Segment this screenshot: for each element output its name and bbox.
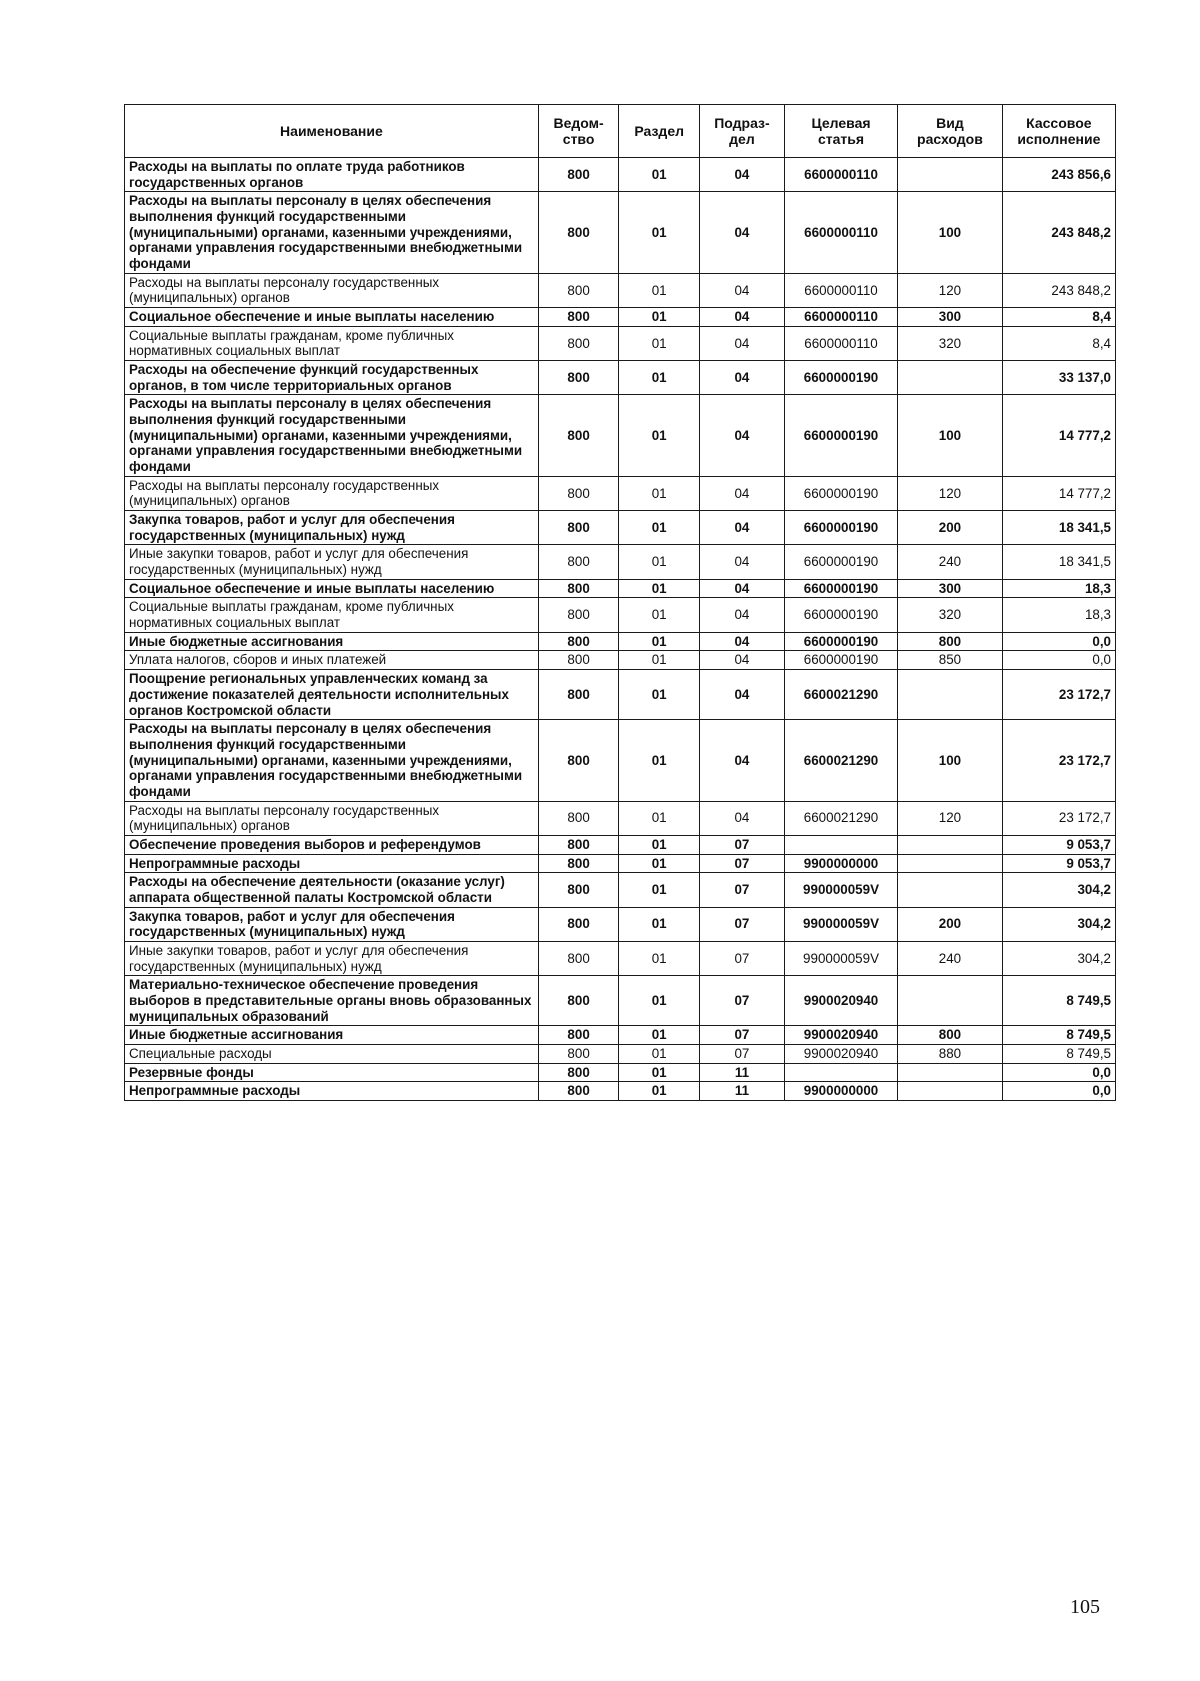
cell-target: 6600000190 — [784, 476, 897, 510]
cell-amount: 243 848,2 — [1002, 273, 1115, 307]
cell-kind: 850 — [898, 651, 1003, 670]
cell-kind — [898, 854, 1003, 873]
cell-kind: 300 — [898, 308, 1003, 327]
cell-dept: 800 — [538, 632, 619, 651]
table-row — [125, 835, 1116, 854]
cell-subsection: 04 — [699, 395, 784, 476]
page-number: 105 — [1070, 1596, 1100, 1618]
cell-dept: 800 — [538, 907, 619, 941]
table-row — [125, 545, 1116, 579]
cell-dept: 800 — [538, 326, 619, 360]
cell-target: 6600000190 — [784, 511, 897, 545]
cell-subsection: 04 — [699, 511, 784, 545]
cell-kind: 100 — [898, 720, 1003, 801]
cell-dept: 800 — [538, 1063, 619, 1082]
cell-dept: 800 — [538, 476, 619, 510]
cell-name: Социальное обеспечение и иные выплаты населению — [125, 579, 539, 598]
cell-dept: 800 — [538, 361, 619, 395]
cell-section: 01 — [619, 1082, 700, 1101]
table-row — [125, 308, 1116, 327]
cell-section: 01 — [619, 720, 700, 801]
cell-dept: 800 — [538, 941, 619, 975]
cell-amount: 18 341,5 — [1002, 511, 1115, 545]
table-row — [125, 907, 1116, 941]
cell-dept: 800 — [538, 545, 619, 579]
cell-amount: 304,2 — [1002, 873, 1115, 907]
cell-target: 6600000190 — [784, 361, 897, 395]
cell-name: Расходы на выплаты персоналу в целях обеспечения выполнения функций государственными (муниципальными) органами, казенными учреждениями, органами управления государственными внебюджетными фондами — [125, 395, 539, 476]
cell-kind: 100 — [898, 395, 1003, 476]
cell-subsection: 04 — [699, 545, 784, 579]
cell-section: 01 — [619, 941, 700, 975]
cell-name: Социальные выплаты гражданам, кроме публичных нормативных социальных выплат — [125, 598, 539, 632]
cell-subsection: 07 — [699, 976, 784, 1026]
cell-subsection: 07 — [699, 941, 784, 975]
cell-dept: 800 — [538, 1044, 619, 1063]
cell-name: Непрограммные расходы — [125, 1082, 539, 1101]
table-row — [125, 941, 1116, 975]
cell-target: 6600021290 — [784, 801, 897, 835]
cell-name: Расходы на выплаты персоналу в целях обеспечения выполнения функций государственными (муниципальными) органами, казенными учреждениями, органами управления государственными внебюджетными фондами — [125, 720, 539, 801]
cell-subsection: 11 — [699, 1082, 784, 1101]
cell-subsection: 04 — [699, 192, 784, 273]
table-row — [125, 273, 1116, 307]
cell-subsection: 04 — [699, 308, 784, 327]
cell-name: Поощрение региональных управленческих команд за достижение показателей деятельности исполнительных органов Костромской области — [125, 670, 539, 720]
cell-kind: 120 — [898, 476, 1003, 510]
cell-amount: 18 341,5 — [1002, 545, 1115, 579]
cell-amount: 8,4 — [1002, 308, 1115, 327]
cell-amount: 9 053,7 — [1002, 854, 1115, 873]
cell-dept: 800 — [538, 801, 619, 835]
cell-subsection: 07 — [699, 1026, 784, 1045]
cell-dept: 800 — [538, 854, 619, 873]
cell-kind — [898, 835, 1003, 854]
cell-subsection: 04 — [699, 361, 784, 395]
cell-section: 01 — [619, 192, 700, 273]
cell-target: 9900020940 — [784, 1026, 897, 1045]
cell-kind — [898, 361, 1003, 395]
cell-target: 6600000110 — [784, 192, 897, 273]
cell-dept: 800 — [538, 308, 619, 327]
cell-amount: 8,4 — [1002, 326, 1115, 360]
cell-name: Уплата налогов, сборов и иных платежей — [125, 651, 539, 670]
cell-name: Иные бюджетные ассигнования — [125, 1026, 539, 1045]
cell-section: 01 — [619, 545, 700, 579]
cell-section: 01 — [619, 326, 700, 360]
cell-name: Расходы на выплаты персоналу государственных (муниципальных) органов — [125, 801, 539, 835]
cell-target: 9900000000 — [784, 1082, 897, 1101]
cell-kind: 240 — [898, 941, 1003, 975]
cell-subsection: 04 — [699, 273, 784, 307]
cell-section: 01 — [619, 1026, 700, 1045]
table-row — [125, 192, 1116, 273]
cell-name: Социальное обеспечение и иные выплаты населению — [125, 308, 539, 327]
cell-section: 01 — [619, 476, 700, 510]
cell-amount: 8 749,5 — [1002, 1044, 1115, 1063]
cell-target: 6600000110 — [784, 308, 897, 327]
cell-dept: 800 — [538, 395, 619, 476]
table-row — [125, 632, 1116, 651]
cell-amount: 0,0 — [1002, 1063, 1115, 1082]
cell-name: Социальные выплаты гражданам, кроме публичных нормативных социальных выплат — [125, 326, 539, 360]
cell-name: Расходы на выплаты по оплате труда работников государственных органов — [125, 158, 539, 192]
table-row — [125, 801, 1116, 835]
cell-amount: 33 137,0 — [1002, 361, 1115, 395]
cell-section: 01 — [619, 361, 700, 395]
cell-kind — [898, 158, 1003, 192]
table-row — [125, 1082, 1116, 1101]
header-kind: Вид расходов — [898, 105, 1003, 158]
cell-dept: 800 — [538, 1026, 619, 1045]
cell-name: Расходы на обеспечение функций государственных органов, в том числе территориальных органов — [125, 361, 539, 395]
cell-amount: 304,2 — [1002, 907, 1115, 941]
table-row — [125, 326, 1116, 360]
cell-dept: 800 — [538, 873, 619, 907]
cell-target: 9900020940 — [784, 1044, 897, 1063]
cell-name: Непрограммные расходы — [125, 854, 539, 873]
table-row — [125, 579, 1116, 598]
cell-target — [784, 835, 897, 854]
table-row — [125, 395, 1116, 476]
table-row — [125, 873, 1116, 907]
table-row — [125, 511, 1116, 545]
cell-subsection: 07 — [699, 854, 784, 873]
cell-name: Иные закупки товаров, работ и услуг для обеспечения государственных (муниципальных) нужд — [125, 941, 539, 975]
cell-section: 01 — [619, 511, 700, 545]
budget-execution-table — [124, 104, 1116, 1101]
cell-kind — [898, 873, 1003, 907]
cell-dept: 800 — [538, 835, 619, 854]
cell-kind: 320 — [898, 326, 1003, 360]
cell-section: 01 — [619, 907, 700, 941]
cell-target: 6600000190 — [784, 632, 897, 651]
cell-subsection: 04 — [699, 158, 784, 192]
header-target: Целевая статья — [784, 105, 897, 158]
cell-dept: 800 — [538, 1082, 619, 1101]
table-header-row — [125, 105, 1116, 158]
cell-kind — [898, 976, 1003, 1026]
table-body — [125, 158, 1116, 1101]
cell-kind: 800 — [898, 632, 1003, 651]
cell-subsection: 11 — [699, 1063, 784, 1082]
cell-subsection: 07 — [699, 907, 784, 941]
cell-target — [784, 1063, 897, 1082]
cell-subsection: 07 — [699, 835, 784, 854]
cell-target: 6600000190 — [784, 545, 897, 579]
cell-target: 6600000190 — [784, 579, 897, 598]
cell-name: Резервные фонды — [125, 1063, 539, 1082]
cell-target: 990000059V — [784, 907, 897, 941]
cell-section: 01 — [619, 651, 700, 670]
cell-subsection: 04 — [699, 326, 784, 360]
cell-kind: 200 — [898, 511, 1003, 545]
cell-amount: 23 172,7 — [1002, 801, 1115, 835]
table-row — [125, 1063, 1116, 1082]
cell-kind: 320 — [898, 598, 1003, 632]
cell-kind: 120 — [898, 273, 1003, 307]
cell-subsection: 04 — [699, 720, 784, 801]
cell-amount: 18,3 — [1002, 579, 1115, 598]
header-subsection: Подраз-дел — [699, 105, 784, 158]
table-row — [125, 476, 1116, 510]
cell-dept: 800 — [538, 670, 619, 720]
cell-dept: 800 — [538, 192, 619, 273]
cell-amount: 9 053,7 — [1002, 835, 1115, 854]
cell-subsection: 04 — [699, 476, 784, 510]
cell-name: Расходы на выплаты персоналу государственных (муниципальных) органов — [125, 476, 539, 510]
cell-name: Иные закупки товаров, работ и услуг для обеспечения государственных (муниципальных) нужд — [125, 545, 539, 579]
cell-target: 990000059V — [784, 873, 897, 907]
cell-section: 01 — [619, 976, 700, 1026]
cell-dept: 800 — [538, 579, 619, 598]
cell-amount: 18,3 — [1002, 598, 1115, 632]
cell-amount: 8 749,5 — [1002, 1026, 1115, 1045]
cell-section: 01 — [619, 873, 700, 907]
header-amount: Кассовое исполнение — [1002, 105, 1115, 158]
table-row — [125, 670, 1116, 720]
cell-amount: 304,2 — [1002, 941, 1115, 975]
cell-kind — [898, 1082, 1003, 1101]
cell-name: Специальные расходы — [125, 1044, 539, 1063]
table-row — [125, 598, 1116, 632]
cell-target: 990000059V — [784, 941, 897, 975]
cell-subsection: 04 — [699, 598, 784, 632]
cell-section: 01 — [619, 801, 700, 835]
cell-amount: 23 172,7 — [1002, 670, 1115, 720]
cell-amount: 8 749,5 — [1002, 976, 1115, 1026]
cell-amount: 14 777,2 — [1002, 395, 1115, 476]
cell-subsection: 04 — [699, 801, 784, 835]
cell-subsection: 04 — [699, 632, 784, 651]
cell-section: 01 — [619, 670, 700, 720]
cell-target: 6600000190 — [784, 598, 897, 632]
cell-subsection: 04 — [699, 579, 784, 598]
cell-section: 01 — [619, 835, 700, 854]
cell-dept: 800 — [538, 720, 619, 801]
cell-amount: 0,0 — [1002, 632, 1115, 651]
cell-dept: 800 — [538, 511, 619, 545]
cell-target: 6600000110 — [784, 158, 897, 192]
cell-subsection: 04 — [699, 651, 784, 670]
cell-target: 6600021290 — [784, 670, 897, 720]
cell-kind — [898, 1063, 1003, 1082]
table-row — [125, 361, 1116, 395]
cell-subsection: 04 — [699, 670, 784, 720]
cell-name: Расходы на обеспечение деятельности (оказание услуг) аппарата общественной палаты Костромской области — [125, 873, 539, 907]
cell-amount: 243 856,6 — [1002, 158, 1115, 192]
cell-kind: 100 — [898, 192, 1003, 273]
cell-kind: 880 — [898, 1044, 1003, 1063]
cell-amount: 0,0 — [1002, 1082, 1115, 1101]
cell-dept: 800 — [538, 598, 619, 632]
cell-amount: 14 777,2 — [1002, 476, 1115, 510]
table-row — [125, 1044, 1116, 1063]
cell-section: 01 — [619, 158, 700, 192]
cell-section: 01 — [619, 1063, 700, 1082]
cell-name: Иные бюджетные ассигнования — [125, 632, 539, 651]
cell-section: 01 — [619, 579, 700, 598]
cell-name: Материально-техническое обеспечение проведения выборов в представительные органы вновь образованных муниципальных образований — [125, 976, 539, 1026]
cell-section: 01 — [619, 632, 700, 651]
cell-kind — [898, 670, 1003, 720]
cell-section: 01 — [619, 395, 700, 476]
header-dept: Ведом-ство — [538, 105, 619, 158]
cell-kind: 120 — [898, 801, 1003, 835]
cell-amount: 23 172,7 — [1002, 720, 1115, 801]
table-row — [125, 651, 1116, 670]
cell-name: Закупка товаров, работ и услуг для обеспечения государственных (муниципальных) нужд — [125, 907, 539, 941]
cell-section: 01 — [619, 854, 700, 873]
cell-section: 01 — [619, 273, 700, 307]
cell-name: Расходы на выплаты персоналу государственных (муниципальных) органов — [125, 273, 539, 307]
cell-target: 6600000190 — [784, 651, 897, 670]
cell-amount: 243 848,2 — [1002, 192, 1115, 273]
cell-dept: 800 — [538, 976, 619, 1026]
table-row — [125, 854, 1116, 873]
cell-target: 9900020940 — [784, 976, 897, 1026]
cell-target: 6600000110 — [784, 273, 897, 307]
cell-name: Расходы на выплаты персоналу в целях обеспечения выполнения функций государственными (муниципальными) органами, казенными учреждениями, органами управления государственными внебюджетными фондами — [125, 192, 539, 273]
cell-amount: 0,0 — [1002, 651, 1115, 670]
cell-target: 6600021290 — [784, 720, 897, 801]
cell-target: 6600000190 — [784, 395, 897, 476]
cell-target: 9900000000 — [784, 854, 897, 873]
table-row — [125, 976, 1116, 1026]
cell-kind: 300 — [898, 579, 1003, 598]
table-row — [125, 720, 1116, 801]
header-section: Раздел — [619, 105, 700, 158]
cell-dept: 800 — [538, 273, 619, 307]
cell-kind: 200 — [898, 907, 1003, 941]
cell-kind: 800 — [898, 1026, 1003, 1045]
cell-target: 6600000110 — [784, 326, 897, 360]
table-row — [125, 158, 1116, 192]
cell-name: Обеспечение проведения выборов и референдумов — [125, 835, 539, 854]
cell-section: 01 — [619, 308, 700, 327]
cell-kind: 240 — [898, 545, 1003, 579]
cell-dept: 800 — [538, 158, 619, 192]
cell-name: Закупка товаров, работ и услуг для обеспечения государственных (муниципальных) нужд — [125, 511, 539, 545]
cell-section: 01 — [619, 1044, 700, 1063]
cell-dept: 800 — [538, 651, 619, 670]
cell-subsection: 07 — [699, 873, 784, 907]
cell-subsection: 07 — [699, 1044, 784, 1063]
header-name: Наименование — [125, 105, 539, 158]
table-row — [125, 1026, 1116, 1045]
cell-section: 01 — [619, 598, 700, 632]
